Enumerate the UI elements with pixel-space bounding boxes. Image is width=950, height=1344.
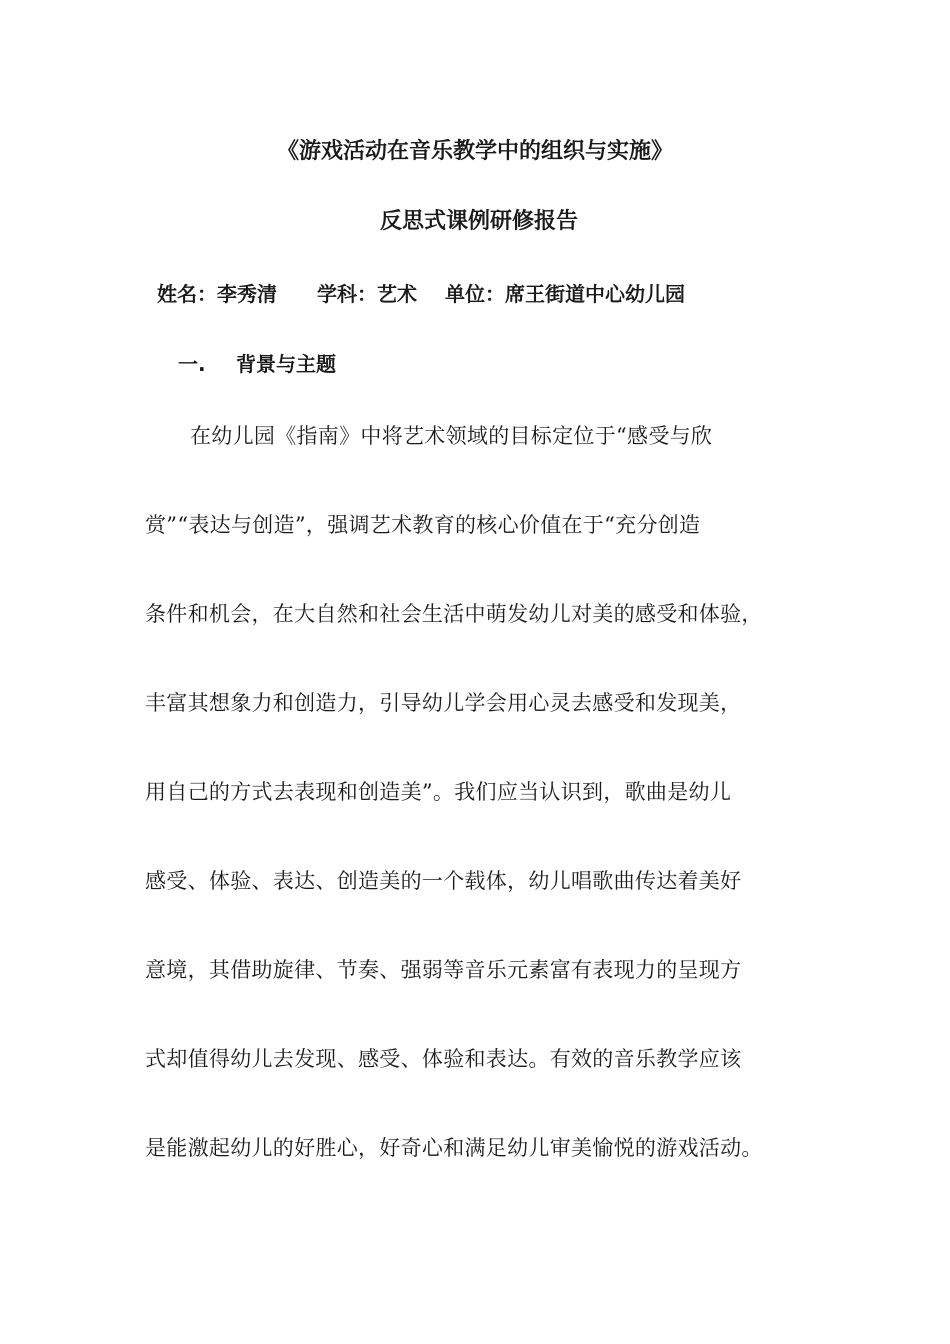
section-number: 一.: [178, 352, 206, 376]
paragraph-line: 意境，其借助旋律、节奏、强弱等音乐元素富有表现力的呈现方: [145, 958, 742, 982]
author-info: [157, 279, 685, 309]
document-title: 《游戏活动在音乐教学中的组织与实施》: [276, 139, 673, 164]
paragraph-line: 在幼儿园《指南》中将艺术领域的目标定位于“感受与欣: [190, 424, 713, 448]
paragraph-line: 感受、体验、表达、创造美的一个载体，幼儿唱歌曲传达着美好: [145, 869, 742, 893]
section-heading: [178, 349, 336, 379]
paragraph-line: 用自己的方式去表现和创造美”。我们应当认识到，歌曲是幼儿: [145, 780, 732, 804]
section-title: 背景与主题: [236, 352, 336, 376]
paragraph-line: 赏”“表达与创造”，强调艺术教育的核心价值在于“充分创造: [145, 513, 701, 537]
document-subtitle: 反思式课例研修报告: [379, 209, 578, 234]
author-unit: 单位：席王街道中心幼儿园: [445, 282, 685, 306]
paragraph-line: 丰富其想象力和创造力，引导幼儿学会用心灵去感受和发现美，: [145, 691, 742, 715]
author-subject: 学科：艺术: [317, 282, 417, 306]
paragraph-line: 式却值得幼儿去发现、感受、体验和表达。有效的音乐教学应该: [145, 1047, 742, 1071]
author-name: 姓名：李秀清: [157, 282, 277, 306]
paragraph-line: 是能激起幼儿的好胜心，好奇心和满足幼儿审美愉悦的游戏活动。: [145, 1136, 763, 1160]
paragraph-line: 条件和机会，在大自然和社会生活中萌发幼儿对美的感受和体验，: [145, 602, 763, 626]
